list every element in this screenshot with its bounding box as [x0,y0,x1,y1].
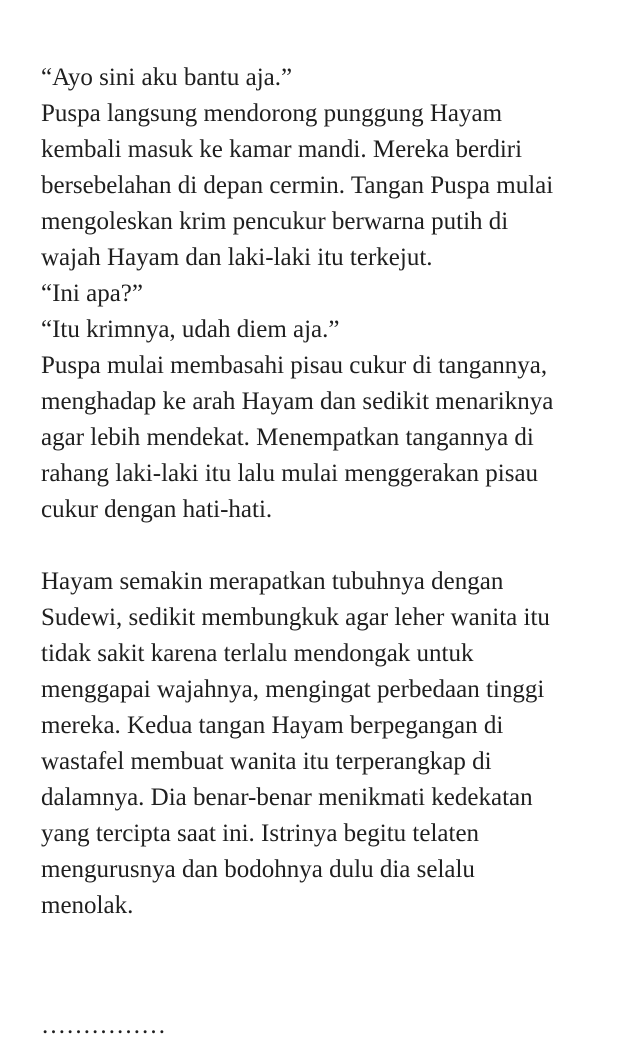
text-line: menghadap ke arah Hayam dan sedikit menariknya [41,388,554,415]
text-line: menolak. [41,892,134,919]
text-line: “Ayo sini aku bantu aja.” [41,64,293,91]
text-line: Puspa mulai membasahi pisau cukur di tangannya, [41,352,548,379]
text-line: dalamnya. Dia benar-benar menikmati kedekatan [41,784,533,811]
text-line: rahang laki-laki itu lalu mulai menggerakan pisau [41,460,539,487]
text-line: Hayam semakin merapatkan tubuhnya dengan [41,568,504,595]
text-line: bersebelahan di depan cermin. Tangan Puspa mulai [41,172,554,199]
text-line: Puspa langsung mendorong punggung Hayam [41,100,503,127]
text-line: kembali masuk ke kamar mandi. Mereka berdiri [41,136,523,163]
paragraph-2 [41,564,631,924]
paragraph-gap [41,528,631,564]
text-line: menggapai wajahnya, mengingat perbedaan tinggi [41,676,545,703]
text-line: wastafel membuat wanita itu terperangkap di [41,748,492,775]
text-line: yang tercipta saat ini. Istrinya begitu telaten [41,820,480,847]
trailing-ellipsis: …………… [41,1012,166,1039]
paragraph-1 [41,60,631,528]
text-line: cukur dengan hati-hati. [41,496,273,523]
text-line: “Itu krimnya, udah diem aja.” [41,316,340,343]
text-line: mereka. Kedua tangan Hayam berpegangan di [41,712,504,739]
text-line: mengoleskan krim pencukur berwarna putih di [41,208,509,235]
text-line: mengurusnya dan bodohnya dulu dia selalu [41,856,475,883]
story-text [41,60,631,924]
text-line: Sudewi, sedikit membungkuk agar leher wanita itu [41,604,550,631]
text-line: agar lebih mendekat. Menempatkan tangannya di [41,424,534,451]
text-line: wajah Hayam dan laki-laki itu terkejut. [41,244,433,271]
text-line: tidak sakit karena terlalu mendongak untuk [41,640,474,667]
text-line: “Ini apa?” [41,280,144,307]
